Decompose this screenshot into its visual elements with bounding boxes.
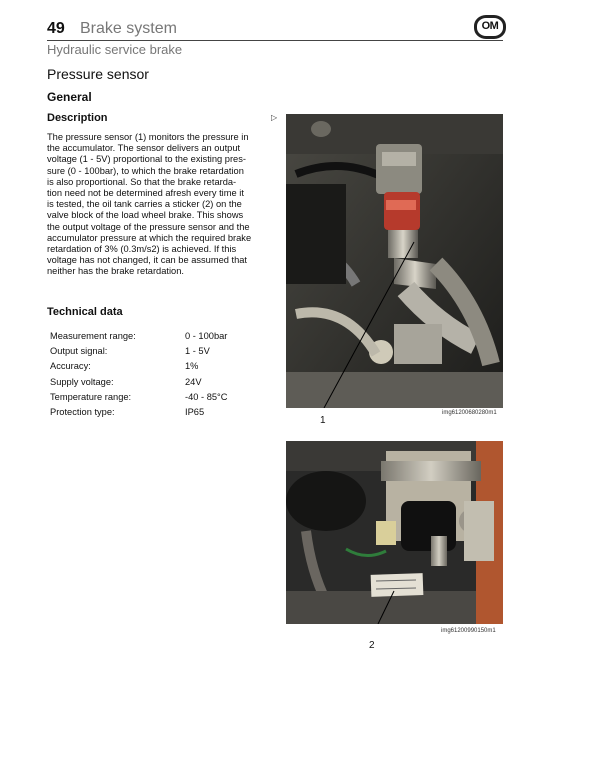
description-line: voltage (1 - 5V) proportional to the existing pres- [47, 154, 246, 165]
tech-value: 1 - 5V [185, 345, 210, 356]
tech-label: Accuracy: [50, 361, 91, 372]
tech-label: Supply voltage: [50, 376, 114, 387]
pressure-sensor-illustration [286, 114, 503, 408]
tech-label: Temperature range: [50, 391, 132, 402]
description-line: neither has the brake retardation. [47, 266, 184, 277]
tech-data-table [50, 328, 280, 420]
tech-row [50, 404, 280, 419]
tech-row [50, 389, 280, 404]
description-line: the output voltage of the pressure sensor and the [47, 221, 250, 232]
play-icon: ▷ [271, 113, 278, 122]
om-logo: OM [474, 15, 506, 39]
tech-value: 24V [185, 376, 202, 387]
figure-caption: img61200990150m1 [441, 628, 496, 634]
tech-label: Protection type: [50, 407, 115, 418]
subheading-general: General [47, 90, 92, 104]
section-title: Hydraulic service brake [47, 42, 183, 57]
tech-label: Output signal: [50, 345, 108, 356]
header-divider [47, 40, 503, 41]
tech-row [50, 374, 280, 389]
description-line: voltage has not changed, it can be assumed that [47, 255, 248, 266]
figure-caption: img61200680280m1 [442, 410, 497, 416]
description-line: The pressure sensor (1) monitors the pressure in [47, 132, 249, 142]
tech-value: IP65 [185, 407, 205, 418]
tech-value: 1% [185, 361, 199, 372]
description-line: the accumulator. The sensor delivers an output [47, 143, 241, 154]
pressure-sensor-photo [286, 114, 503, 408]
tech-label: Measurement range: [50, 330, 136, 341]
tech-row [50, 328, 280, 343]
page-number: 49 [47, 20, 65, 37]
description-line: accumulator pressure at which the required brake [47, 232, 252, 243]
chapter-title: Brake system [80, 20, 177, 37]
description-text [47, 132, 269, 278]
valve-block-illustration [286, 441, 503, 624]
description-line: tion need not be determined afresh every time it [47, 188, 244, 199]
description-line: sure (0 - 100bar), to which the brake retardation [47, 165, 244, 176]
tech-row [50, 343, 280, 358]
tech-data-heading: Technical data [47, 306, 123, 318]
valve-block-photo [286, 441, 503, 624]
tech-value: -40 - 85°C [185, 391, 228, 402]
description-line: is tested, the oil tank carries a sticker (2) on the [47, 199, 242, 210]
tech-row [50, 359, 280, 374]
description-line: retardation of 3% (0.3m/s2) is achieved. If this [47, 244, 237, 255]
callout-label: 1 [320, 415, 326, 426]
tech-value: 0 - 100bar [185, 330, 228, 341]
description-line: valve block of the load wheel brake. This shows [47, 210, 244, 221]
description-heading: Description [47, 112, 108, 124]
description-line: is also proportional. So that the brake retarda- [47, 176, 237, 187]
page-title: Pressure sensor [47, 66, 149, 82]
callout-label: 2 [369, 640, 375, 651]
